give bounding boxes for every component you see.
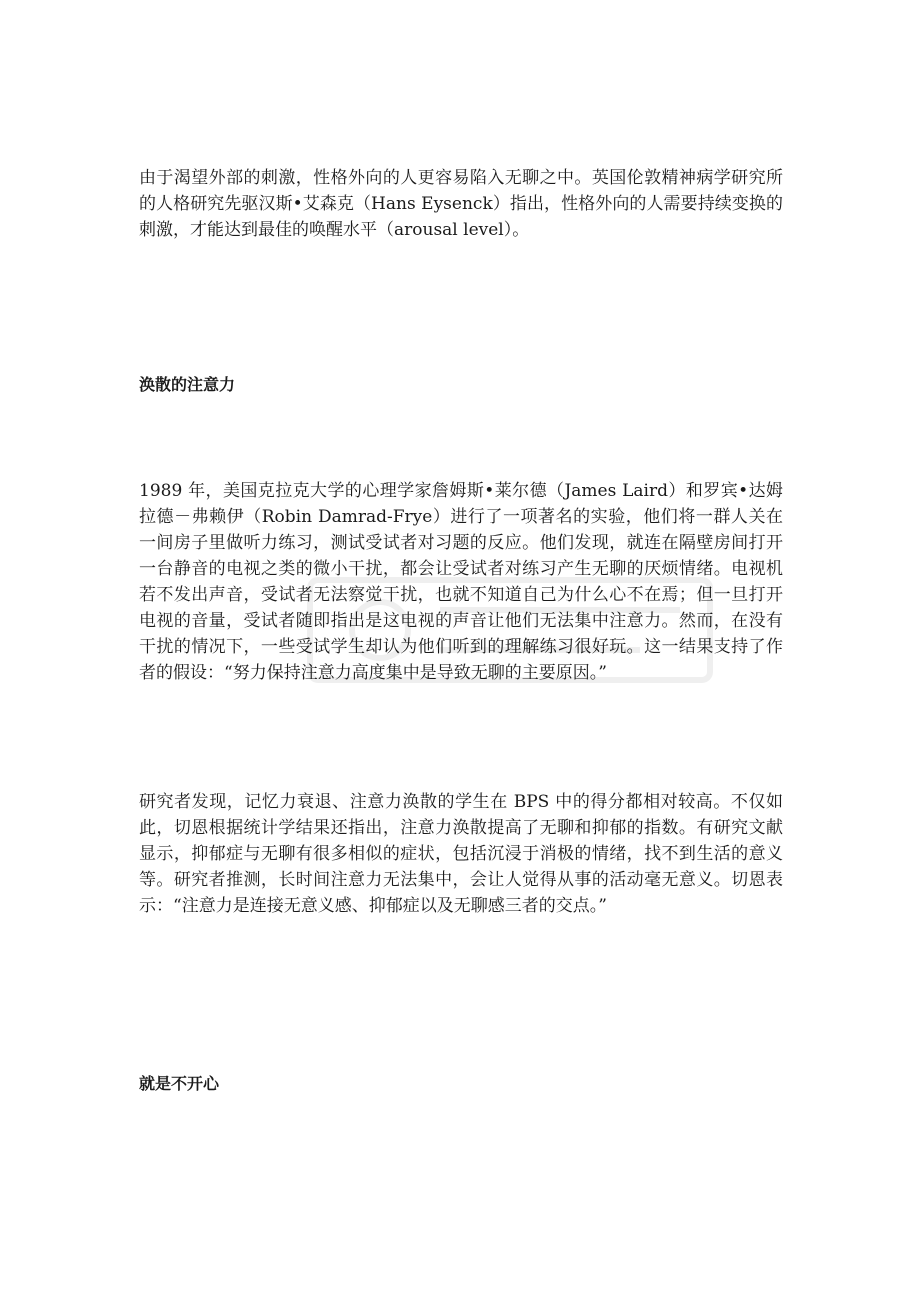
section-heading-distracted-attention: 涣散的注意力 [139,375,236,394]
section-heading-just-unhappy: 就是不开心 [139,1074,220,1093]
paragraph-extraversion: 由于渴望外部的刺激，性格外向的人更容易陷入无聊之中。英国伦敦精神病学研究所的人格研究先驱汉斯•艾森克（Hans Eysenck）指出，性格外向的人需要持续变换的刺激，才能达到最佳的唤醒水平（arousal level）。 [139,168,783,240]
paragraph-bps-findings: 研究者发现，记忆力衰退、注意力涣散的学生在 BPS 中的得分都相对较高。不仅如此，切恩根据统计学结果还指出，注意力涣散提高了无聊和抑郁的指数。有研究文献显示，抑郁症与无聊有很多相似的症状，包括沉浸于消极的情绪，找不到生活的意义等。研究者推测，长时间注意力无法集中，会让人觉得从事的活动毫无意义。切恩表示：“注意力是连接无意义感、抑郁症以及无聊感三者的交点。” [139,792,783,916]
paragraph-laird-experiment: 1989 年，美国克拉克大学的心理学家詹姆斯•莱尔德（James Laird）和罗宾•达姆拉德－弗赖伊（Robin Damrad-Frye）进行了一项著名的实验，他们将一群人关在一间房子里做听力练习，测试受试者对习题的反应。他们发现，就连在隔壁房间打开一台静音的电视之类的微小干扰，都会让受试者对练习产生无聊的厌烦情绪。电视机若不发出声音，受试者无法察觉干扰，也就不知道自己为什么心不在焉；但一旦打开电视的音量，受试者随即指出是这电视的声音让他们无法集中注意力。然而，在没有干扰的情况下，一些受试学生却认为他们听到的理解练习很好玩。这一结果支持了作者的假设：“努力保持注意力高度集中是导致无聊的主要原因。” [139,481,783,683]
